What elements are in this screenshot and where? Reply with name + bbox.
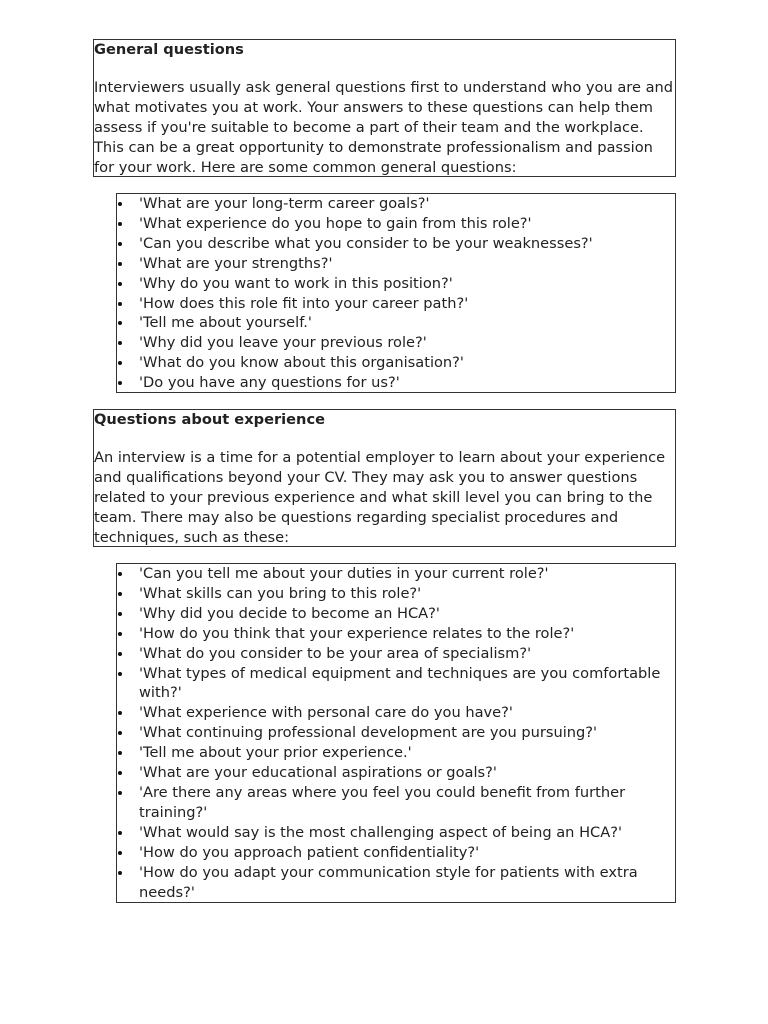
list-item: 'Tell me about your prior experience.' (117, 743, 675, 763)
list-item: 'Can you tell me about your duties in your current role?' (117, 564, 675, 584)
list-item: 'Why did you decide to become an HCA?' (117, 604, 675, 624)
list-item: 'How do you think that your experience relates to the role?' (117, 624, 675, 644)
section-intro: Interviewers usually ask general questions first to understand who you are and what motivates you at work. Your answers to these questions can help them assess if you're suitable to become a part of their team and the workplace. This can be a great opportunity to demonstrate professionalism and passion for your work. Here are some common general questions: (94, 78, 674, 176)
list-item: 'Why do you want to work in this position?' (117, 274, 675, 294)
general-questions-list (117, 194, 675, 393)
list-item: 'What are your long-term career goals?' (117, 194, 675, 214)
list-item: 'What continuing professional development are you pursuing?' (117, 723, 675, 743)
list-item: 'How do you approach patient confidentiality?' (117, 843, 675, 863)
list-item: 'Can you describe what you consider to be your weaknesses?' (117, 234, 675, 254)
list-item: 'How does this role fit into your career path?' (117, 294, 675, 314)
list-item: 'What do you consider to be your area of specialism?' (117, 644, 675, 664)
list-item: 'What skills can you bring to this role?' (117, 584, 675, 604)
list-item: 'What would say is the most challenging aspect of being an HCA?' (117, 823, 675, 843)
experience-questions-section (93, 409, 676, 547)
list-item: 'Tell me about yourself.' (117, 313, 675, 333)
list-item: 'Are there any areas where you feel you could benefit from further training?' (117, 783, 675, 823)
section-heading: General questions (94, 41, 244, 58)
section-intro: An interview is a time for a potential employer to learn about your experience and qualifications beyond your CV. They may ask you to answer questions related to your previous experience and what skill level you can bring to the team. There may also be questions regarding specialist procedures and techniques, such as these: (94, 448, 666, 546)
list-item: 'Do you have any questions for us?' (117, 373, 675, 393)
list-item: 'What experience with personal care do you have?' (117, 703, 675, 723)
section-heading: Questions about experience (94, 411, 325, 428)
list-item: 'What experience do you hope to gain from this role?' (117, 214, 675, 234)
experience-questions-list-box (116, 563, 676, 903)
list-item: 'What are your educational aspirations or goals?' (117, 763, 675, 783)
list-item: 'What are your strengths?' (117, 254, 675, 274)
list-item: 'Why did you leave your previous role?' (117, 333, 675, 353)
experience-questions-list (117, 564, 675, 902)
list-item: 'What do you know about this organisation?' (117, 353, 675, 373)
list-item: 'What types of medical equipment and techniques are you comfortable with?' (117, 664, 675, 704)
general-questions-section (93, 39, 676, 177)
general-questions-list-box (116, 193, 676, 393)
list-item: 'How do you adapt your communication style for patients with extra needs?' (117, 863, 675, 903)
